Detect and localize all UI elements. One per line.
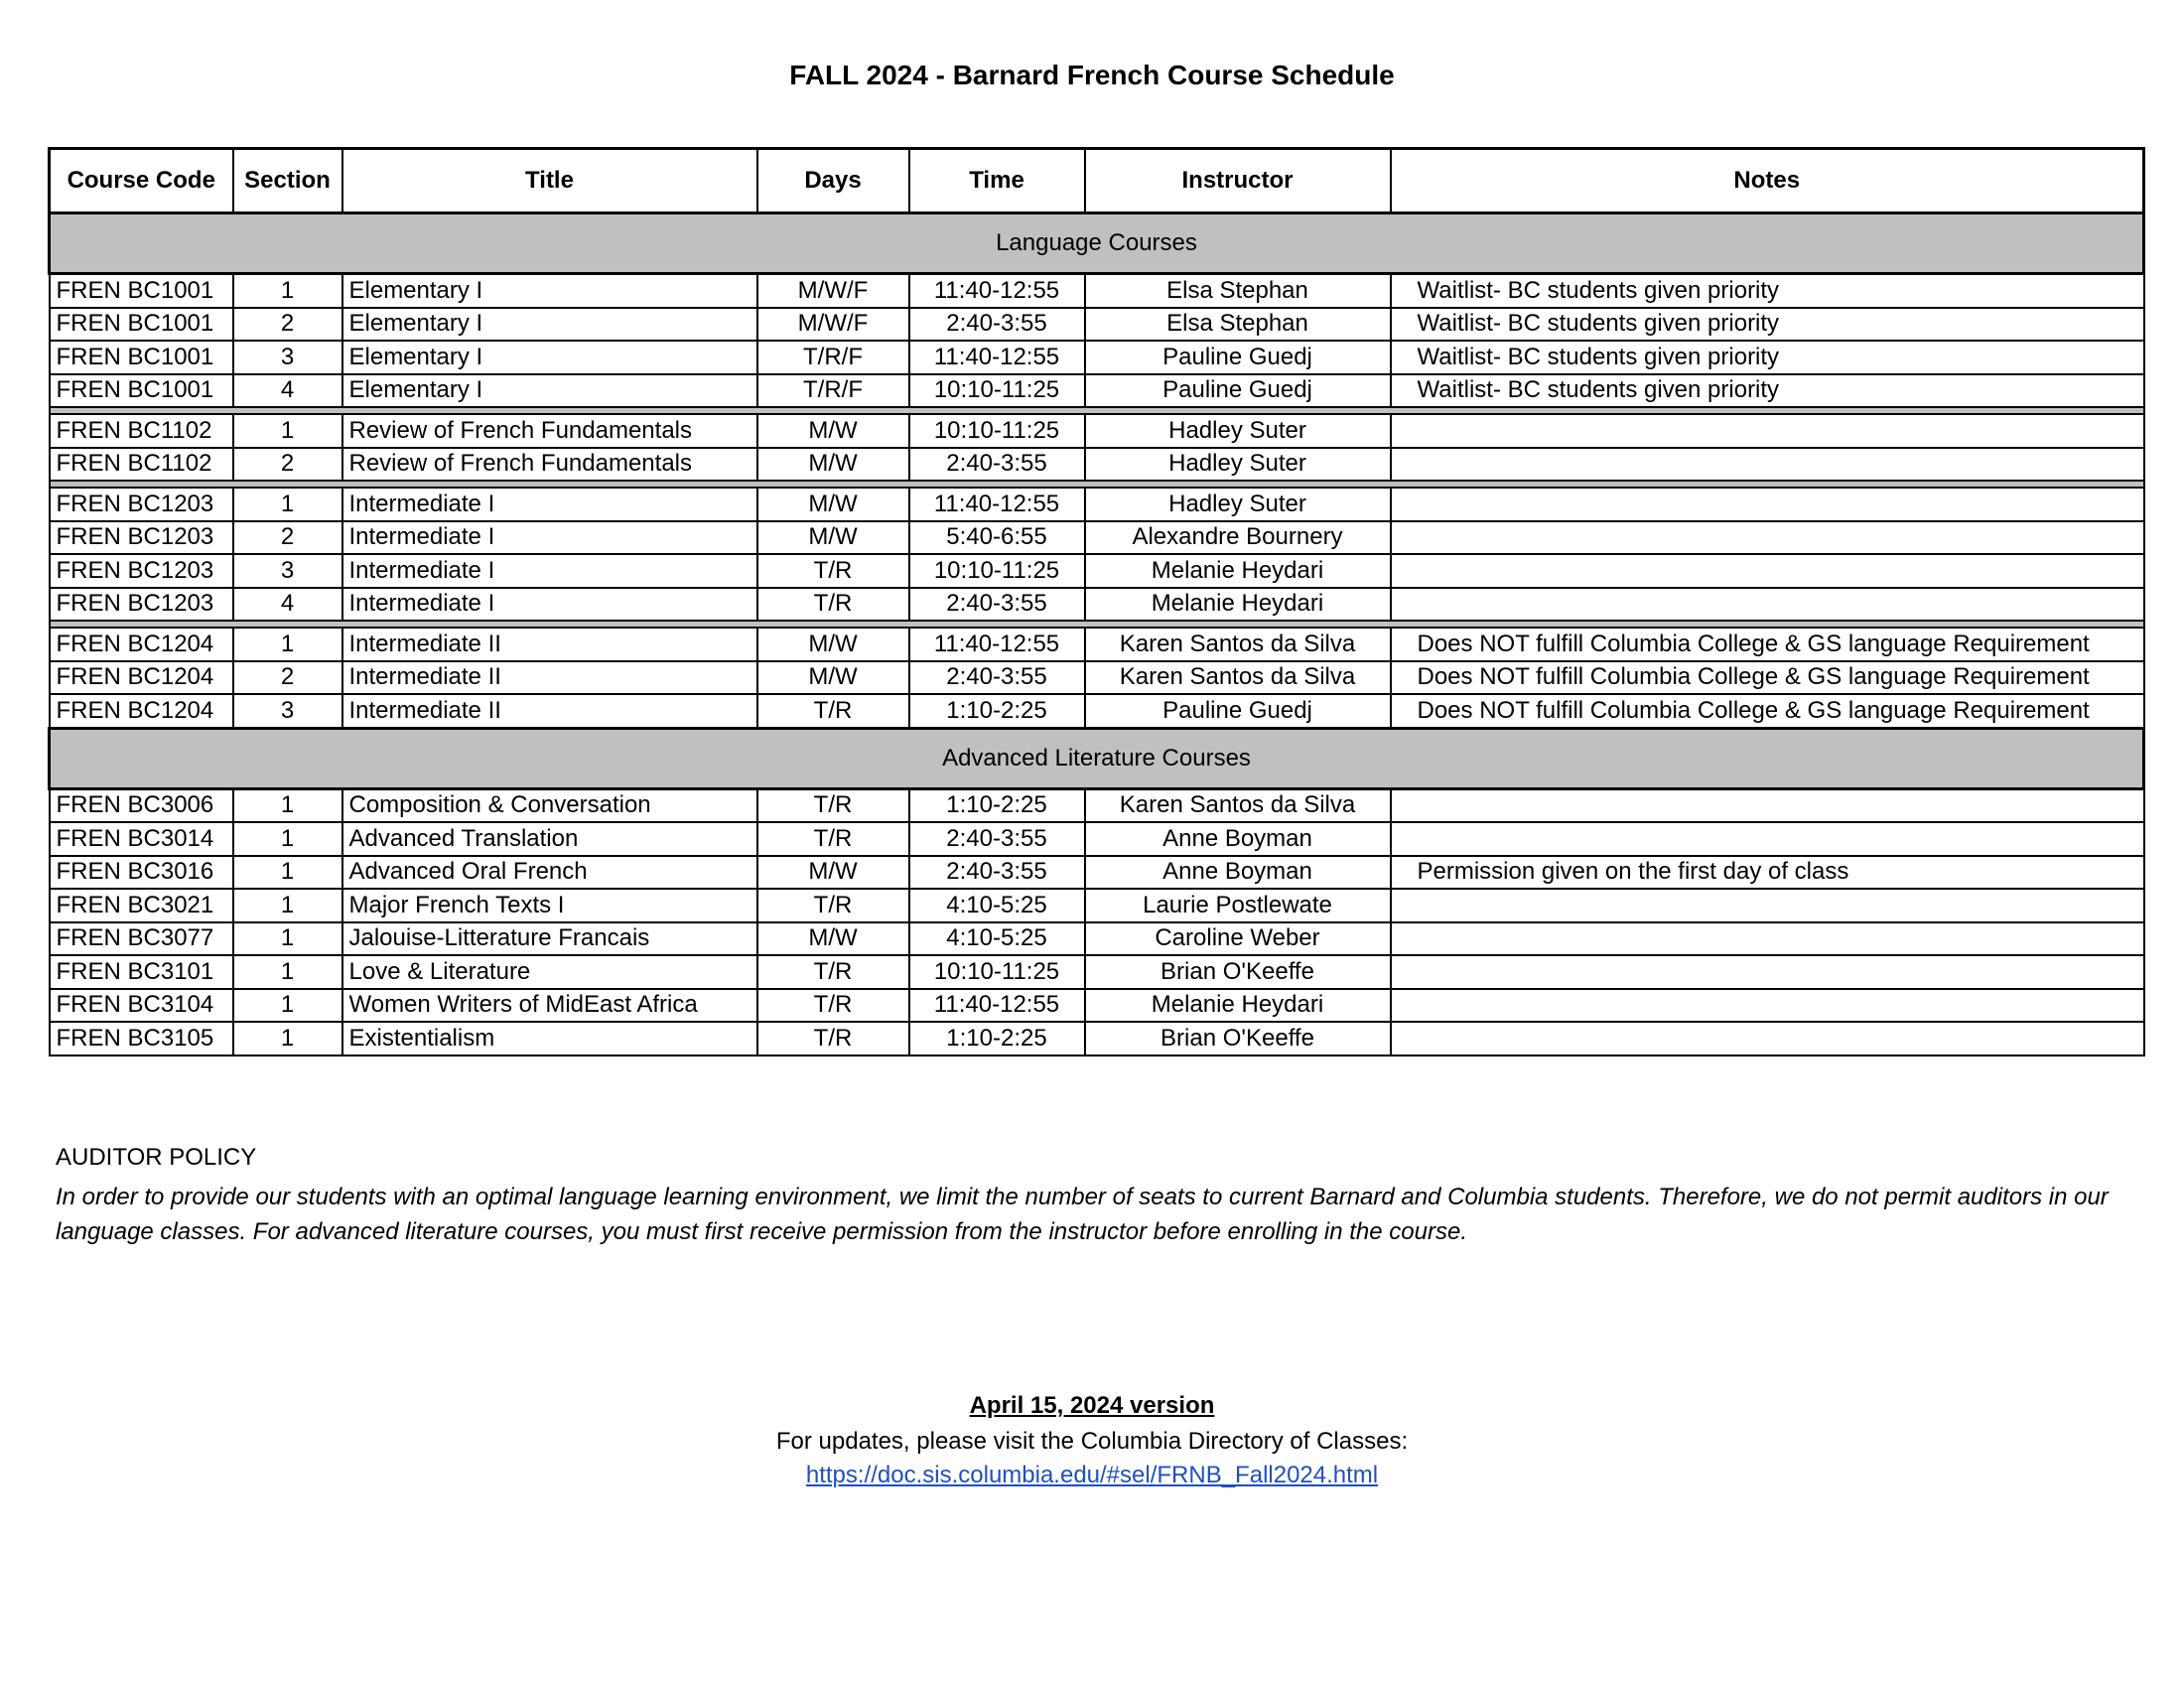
column-header-section: Section — [233, 149, 342, 213]
table-row — [50, 661, 2144, 695]
group-separator-cell — [50, 481, 2144, 488]
cell-notes — [1391, 521, 2144, 555]
cell-course-code: FREN BC1001 — [50, 341, 233, 374]
cell-title: Intermediate I — [342, 554, 757, 588]
cell-days: M/W/F — [757, 308, 909, 342]
cell-instructor: Caroline Weber — [1085, 922, 1391, 956]
cell-time: 2:40-3:55 — [909, 588, 1085, 622]
cell-notes: Waitlist- BC students given priority — [1391, 341, 2144, 374]
cell-course-code: FREN BC1001 — [50, 274, 233, 308]
cell-section: 1 — [233, 628, 342, 661]
cell-course-code: FREN BC1203 — [50, 588, 233, 622]
cell-notes: Waitlist- BC students given priority — [1391, 274, 2144, 308]
cell-instructor: Hadley Suter — [1085, 448, 1391, 482]
cell-days: T/R — [757, 822, 909, 856]
table-row — [50, 922, 2144, 956]
cell-notes — [1391, 588, 2144, 622]
page-title: FALL 2024 - Barnard French Course Schedule — [789, 60, 1395, 90]
table-row — [50, 488, 2144, 521]
cell-days: T/R — [757, 588, 909, 622]
cell-time: 11:40-12:55 — [909, 628, 1085, 661]
table-row — [50, 274, 2144, 308]
cell-instructor: Brian O'Keeffe — [1085, 955, 1391, 989]
cell-title: Intermediate I — [342, 488, 757, 521]
cell-notes: Does NOT fulfill Columbia College & GS language Requirement — [1391, 661, 2144, 695]
cell-time: 4:10-5:25 — [909, 889, 1085, 922]
cell-instructor: Anne Boyman — [1085, 856, 1391, 890]
table-row — [50, 341, 2144, 374]
column-header-course-code: Course Code — [50, 149, 233, 213]
cell-notes: Does NOT fulfill Columbia College & GS language Requirement — [1391, 628, 2144, 661]
cell-days: M/W — [757, 628, 909, 661]
cell-instructor: Alexandre Bournery — [1085, 521, 1391, 555]
cell-notes: Does NOT fulfill Columbia College & GS language Requirement — [1391, 694, 2144, 728]
cell-instructor: Melanie Heydari — [1085, 554, 1391, 588]
version-date: April 15, 2024 version — [969, 1392, 1215, 1419]
cell-time: 11:40-12:55 — [909, 989, 1085, 1023]
cell-title: Elementary I — [342, 374, 757, 408]
cell-section: 2 — [233, 521, 342, 555]
cell-course-code: FREN BC3101 — [50, 955, 233, 989]
cell-time: 10:10-11:25 — [909, 554, 1085, 588]
group-separator — [50, 407, 2144, 414]
table-row — [50, 374, 2144, 408]
cell-time: 1:10-2:25 — [909, 694, 1085, 728]
cell-days: M/W — [757, 448, 909, 482]
cell-instructor: Hadley Suter — [1085, 488, 1391, 521]
cell-course-code: FREN BC1204 — [50, 628, 233, 661]
group-separator-cell — [50, 621, 2144, 628]
cell-instructor: Pauline Guedj — [1085, 374, 1391, 408]
section-header-language — [50, 213, 2144, 274]
cell-notes — [1391, 822, 2144, 856]
cell-days: T/R/F — [757, 374, 909, 408]
cell-notes — [1391, 788, 2144, 822]
column-header-time: Time — [909, 149, 1085, 213]
cell-notes: Waitlist- BC students given priority — [1391, 308, 2144, 342]
cell-title: Existentialism — [342, 1022, 757, 1055]
cell-notes: Permission given on the first day of class — [1391, 856, 2144, 890]
cell-notes — [1391, 1022, 2144, 1055]
cell-days: M/W — [757, 521, 909, 555]
cell-instructor: Melanie Heydari — [1085, 989, 1391, 1023]
table-row — [50, 588, 2144, 622]
cell-notes — [1391, 889, 2144, 922]
cell-instructor: Melanie Heydari — [1085, 588, 1391, 622]
table-row — [50, 955, 2144, 989]
cell-time: 10:10-11:25 — [909, 955, 1085, 989]
column-header-title: Title — [342, 149, 757, 213]
cell-instructor: Karen Santos da Silva — [1085, 661, 1391, 695]
cell-time: 1:10-2:25 — [909, 788, 1085, 822]
cell-title: Women Writers of MidEast Africa — [342, 989, 757, 1023]
cell-title: Intermediate II — [342, 661, 757, 695]
cell-section: 3 — [233, 341, 342, 374]
group-separator — [50, 621, 2144, 628]
auditor-policy-text: In order to provide our students with an optimal language learning environment, we limit the number of seats to current Barnard and Columbia students. Therefore, we do not permit auditors in our language classes. For advanced literature courses, you must first receive permission from the instructor before enrolling in the course. — [56, 1184, 2109, 1245]
cell-instructor: Pauline Guedj — [1085, 694, 1391, 728]
cell-notes — [1391, 955, 2144, 989]
directory-link[interactable]: https://doc.sis.columbia.edu/#sel/FRNB_Fall2024.html — [805, 1462, 1379, 1488]
cell-course-code: FREN BC1001 — [50, 374, 233, 408]
course-schedule-table — [48, 147, 2145, 1056]
cell-title: Advanced Translation — [342, 822, 757, 856]
cell-days: T/R — [757, 955, 909, 989]
table-row — [50, 1022, 2144, 1055]
cell-title: Composition & Conversation — [342, 788, 757, 822]
cell-notes — [1391, 989, 2144, 1023]
cell-time: 2:40-3:55 — [909, 822, 1085, 856]
table-row — [50, 822, 2144, 856]
cell-title: Intermediate I — [342, 588, 757, 622]
cell-course-code: FREN BC3105 — [50, 1022, 233, 1055]
cell-title: Review of French Fundamentals — [342, 448, 757, 482]
cell-section: 1 — [233, 922, 342, 956]
cell-title: Love & Literature — [342, 955, 757, 989]
cell-time: 1:10-2:25 — [909, 1022, 1085, 1055]
table-row — [50, 414, 2144, 448]
cell-days: T/R — [757, 554, 909, 588]
cell-section: 1 — [233, 788, 342, 822]
cell-course-code: FREN BC1203 — [50, 521, 233, 555]
cell-course-code: FREN BC1102 — [50, 414, 233, 448]
cell-time: 2:40-3:55 — [909, 308, 1085, 342]
table-header-row — [50, 149, 2144, 213]
cell-days: T/R — [757, 989, 909, 1023]
cell-instructor: Hadley Suter — [1085, 414, 1391, 448]
cell-notes: Waitlist- BC students given priority — [1391, 374, 2144, 408]
cell-section: 1 — [233, 955, 342, 989]
cell-section: 3 — [233, 694, 342, 728]
directory-link-wrapper — [0, 1462, 2184, 1489]
table-row — [50, 788, 2144, 822]
cell-days: M/W/F — [757, 274, 909, 308]
cell-notes — [1391, 488, 2144, 521]
cell-time: 10:10-11:25 — [909, 414, 1085, 448]
cell-section: 4 — [233, 588, 342, 622]
table-row — [50, 628, 2144, 661]
group-separator — [50, 481, 2144, 488]
section-label: Advanced Literature Courses — [50, 728, 2144, 788]
cell-days: M/W — [757, 488, 909, 521]
cell-section: 2 — [233, 308, 342, 342]
cell-instructor: Karen Santos da Silva — [1085, 788, 1391, 822]
cell-instructor: Brian O'Keeffe — [1085, 1022, 1391, 1055]
cell-course-code: FREN BC3104 — [50, 989, 233, 1023]
cell-time: 2:40-3:55 — [909, 661, 1085, 695]
cell-title: Intermediate II — [342, 694, 757, 728]
cell-section: 1 — [233, 414, 342, 448]
cell-days: T/R — [757, 889, 909, 922]
cell-instructor: Karen Santos da Silva — [1085, 628, 1391, 661]
cell-course-code: FREN BC1001 — [50, 308, 233, 342]
table-row — [50, 989, 2144, 1023]
cell-section: 4 — [233, 374, 342, 408]
section-label: Language Courses — [50, 213, 2144, 274]
cell-section: 1 — [233, 889, 342, 922]
table-row — [50, 856, 2144, 890]
section-header-advanced — [50, 728, 2144, 788]
table-row — [50, 554, 2144, 588]
column-header-days: Days — [757, 149, 909, 213]
cell-title: Jalouise-Litterature Francais — [342, 922, 757, 956]
updates-note: For updates, please visit the Columbia Directory of Classes: — [775, 1428, 1409, 1455]
cell-days: T/R/F — [757, 341, 909, 374]
cell-course-code: FREN BC3014 — [50, 822, 233, 856]
cell-course-code: FREN BC1203 — [50, 488, 233, 521]
cell-title: Elementary I — [342, 274, 757, 308]
cell-section: 1 — [233, 1022, 342, 1055]
cell-section: 1 — [233, 989, 342, 1023]
cell-instructor: Laurie Postlewate — [1085, 889, 1391, 922]
cell-instructor: Elsa Stephan — [1085, 308, 1391, 342]
cell-section: 2 — [233, 661, 342, 695]
table-row — [50, 694, 2144, 728]
cell-time: 11:40-12:55 — [909, 488, 1085, 521]
cell-section: 1 — [233, 856, 342, 890]
cell-title: Elementary I — [342, 308, 757, 342]
column-header-instructor: Instructor — [1085, 149, 1391, 213]
cell-days: T/R — [757, 694, 909, 728]
cell-days: M/W — [757, 922, 909, 956]
cell-time: 11:40-12:55 — [909, 274, 1085, 308]
cell-title: Intermediate II — [342, 628, 757, 661]
cell-course-code: FREN BC3077 — [50, 922, 233, 956]
cell-course-code: FREN BC3021 — [50, 889, 233, 922]
cell-time: 11:40-12:55 — [909, 341, 1085, 374]
cell-time: 2:40-3:55 — [909, 856, 1085, 890]
cell-course-code: FREN BC1203 — [50, 554, 233, 588]
cell-time: 10:10-11:25 — [909, 374, 1085, 408]
cell-days: M/W — [757, 414, 909, 448]
cell-time: 5:40-6:55 — [909, 521, 1085, 555]
cell-days: M/W — [757, 661, 909, 695]
cell-time: 4:10-5:25 — [909, 922, 1085, 956]
cell-notes — [1391, 922, 2144, 956]
cell-time: 2:40-3:55 — [909, 448, 1085, 482]
cell-instructor: Anne Boyman — [1085, 822, 1391, 856]
cell-section: 1 — [233, 822, 342, 856]
cell-course-code: FREN BC1204 — [50, 694, 233, 728]
cell-title: Advanced Oral French — [342, 856, 757, 890]
cell-notes — [1391, 554, 2144, 588]
cell-course-code: FREN BC3016 — [50, 856, 233, 890]
cell-section: 3 — [233, 554, 342, 588]
cell-course-code: FREN BC3006 — [50, 788, 233, 822]
cell-title: Review of French Fundamentals — [342, 414, 757, 448]
cell-instructor: Elsa Stephan — [1085, 274, 1391, 308]
cell-days: T/R — [757, 788, 909, 822]
cell-days: M/W — [757, 856, 909, 890]
cell-course-code: FREN BC1102 — [50, 448, 233, 482]
cell-notes — [1391, 414, 2144, 448]
cell-section: 2 — [233, 448, 342, 482]
cell-title: Major French Texts I — [342, 889, 757, 922]
table-body — [50, 213, 2144, 1055]
table-row — [50, 448, 2144, 482]
table-row — [50, 521, 2144, 555]
group-separator-cell — [50, 407, 2144, 414]
table-row — [50, 308, 2144, 342]
column-header-notes: Notes — [1391, 149, 2144, 213]
table-row — [50, 889, 2144, 922]
cell-days: T/R — [757, 1022, 909, 1055]
cell-section: 1 — [233, 488, 342, 521]
cell-instructor: Pauline Guedj — [1085, 341, 1391, 374]
auditor-policy-heading: AUDITOR POLICY — [56, 1144, 257, 1171]
cell-title: Elementary I — [342, 341, 757, 374]
cell-section: 1 — [233, 274, 342, 308]
cell-course-code: FREN BC1204 — [50, 661, 233, 695]
cell-notes — [1391, 448, 2144, 482]
cell-title: Intermediate I — [342, 521, 757, 555]
